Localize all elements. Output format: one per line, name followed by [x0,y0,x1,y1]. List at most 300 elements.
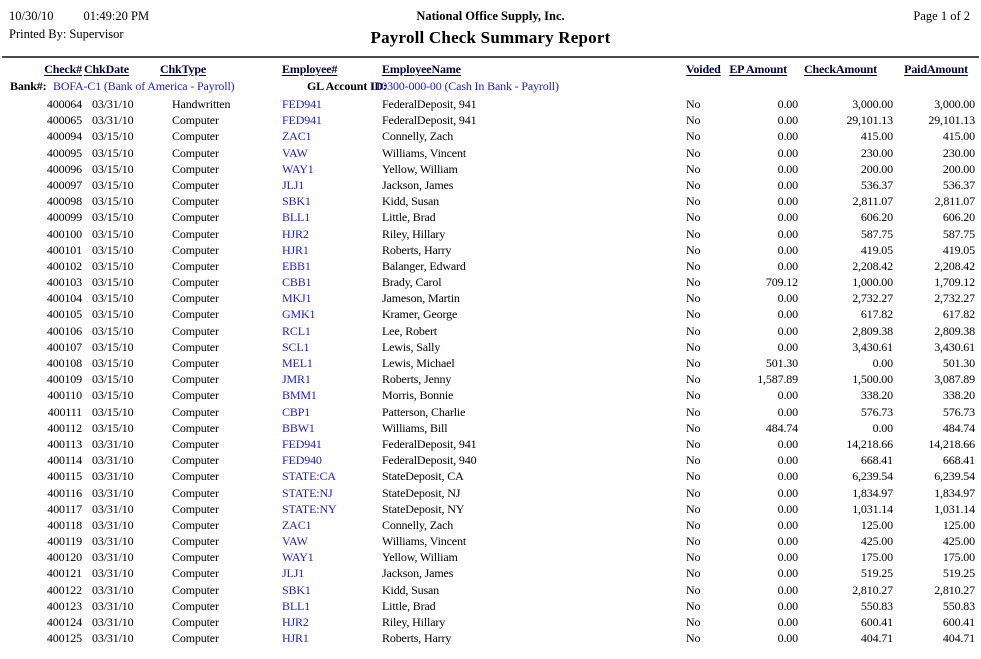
table-row [0,339,975,355]
table-row [0,582,975,598]
chk-date-cell: 03/15/10 [92,161,134,176]
check-amount-cell: 1,000.00 [852,275,893,290]
employee-name-cell: Kidd, Susan [382,194,440,209]
paid-amount-cell: 230.00 [942,145,975,160]
employee-number-link[interactable]: STATE:CA [282,469,336,484]
check-amount-cell: 587.75 [860,226,893,241]
employee-number-link[interactable]: HJR2 [282,226,309,241]
chk-type-cell: Handwritten [172,97,231,111]
ep-amount-cell: 0.00 [777,258,798,273]
check-amount-cell: 2,810.27 [852,582,893,597]
chk-type-cell: Computer [172,129,219,144]
check-amount-cell: 415.00 [860,129,893,144]
chk-type-cell: Computer [172,145,219,160]
check-number-cell: 400122 [46,582,82,597]
employee-name-cell: FederalDeposit, 941 [382,97,477,111]
ep-amount-cell: 0.00 [777,242,798,257]
chk-type-cell: Computer [172,534,219,549]
check-amount-cell: 29,101.13 [846,113,893,128]
employee-number-link[interactable]: STATE:NY [282,501,337,516]
table-row [0,533,975,549]
table-row [0,614,975,630]
employee-number-link[interactable]: JLJ1 [282,177,305,192]
table-row [0,436,975,452]
check-amount-cell: 404.71 [860,631,893,646]
chk-date-cell: 03/31/10 [92,469,134,484]
table-row [0,96,975,112]
employee-number-link[interactable]: BLL1 [282,210,311,225]
chk-date-cell: 03/15/10 [92,210,134,225]
ep-amount-cell: 501.30 [765,356,798,370]
chk-date-cell: 03/15/10 [92,339,134,354]
chk-type-cell: Computer [172,177,219,192]
employee-name-cell: Jackson, James [382,566,454,581]
voided-cell: No [686,469,701,484]
voided-cell: No [686,356,701,370]
employee-name-cell: Riley, Hillary [382,615,446,629]
check-amount-cell: 2,811.07 [852,194,893,209]
employee-number-link[interactable]: ZAC1 [282,517,312,532]
employee-number-link[interactable]: BLL1 [282,598,311,613]
employee-number-link[interactable]: FED941 [282,97,322,111]
chk-date-cell: 03/31/10 [92,113,134,128]
check-number-cell: 400111 [47,404,82,419]
table-row [0,565,975,581]
chk-date-cell: 03/15/10 [92,388,134,403]
ep-amount-cell: 0.00 [777,631,798,646]
check-amount-cell: 2,208.42 [852,258,893,273]
chk-type-cell: Computer [172,372,219,387]
voided-cell: No [686,631,701,646]
check-amount-cell: 425.00 [860,534,893,549]
check-amount-cell: 230.00 [860,145,893,160]
employee-name-cell: Kramer, George [382,307,458,322]
employee-name-cell: FederalDeposit, 941 [382,436,477,451]
chk-type-cell: Computer [172,469,219,484]
ep-amount-cell: 0.00 [777,582,798,597]
employee-name-cell: Little, Brad [382,210,436,225]
employee-name-cell: Roberts, Jenny [382,372,452,387]
ep-amount-cell: 0.00 [777,517,798,532]
employee-name-cell: Kidd, Susan [382,582,440,597]
table-row [0,468,975,484]
table-row [0,258,975,274]
employee-number-link[interactable]: CBB1 [282,275,312,290]
check-amount-cell: 0.00 [872,420,893,435]
ep-amount-cell: 0.00 [777,485,798,500]
employee-number-link[interactable]: EBB1 [282,258,311,273]
table-row [0,420,975,436]
chk-date-cell: 03/15/10 [92,194,134,209]
table-row [0,355,975,371]
check-number-cell: 400100 [46,226,82,241]
chk-type-cell: Computer [172,388,219,403]
employee-number-link[interactable]: SCL1 [282,339,310,354]
check-number-cell: 400104 [46,291,82,306]
ep-amount-cell: 0.00 [777,291,798,306]
table-row [0,290,975,306]
chk-date-cell: 03/31/10 [92,501,134,516]
voided-cell: No [686,161,701,176]
ep-amount-cell: 0.00 [777,469,798,484]
chk-date-cell: 03/31/10 [92,534,134,549]
chk-type-cell: Computer [172,631,219,646]
paid-amount-cell: 1,834.97 [934,485,975,500]
table-row [0,323,975,339]
employee-number-link[interactable]: BMM1 [282,388,317,403]
employee-name-cell: Little, Brad [382,598,436,613]
chk-type-cell: Computer [172,404,219,419]
voided-cell: No [686,339,701,354]
check-number-cell: 400094 [46,129,82,144]
paid-amount-cell: 415.00 [942,129,975,144]
employee-name-cell: Brady, Carol [382,275,442,290]
employee-name-cell: StateDeposit, CA [382,469,464,484]
ep-amount-cell: 0.00 [777,436,798,451]
voided-cell: No [686,258,701,273]
employee-name-cell: Yellow, William [382,550,458,565]
paid-amount-cell: 3,000.00 [934,97,975,111]
check-number-cell: 400098 [46,194,82,209]
check-number-cell: 400123 [46,598,82,613]
check-number-cell: 400105 [46,307,82,322]
chk-type-cell: Computer [172,582,219,597]
employee-number-link[interactable]: RCL1 [282,323,311,338]
chk-type-cell: Computer [172,615,219,629]
chk-type-cell: Computer [172,275,219,290]
voided-cell: No [686,566,701,581]
table-row [0,598,975,614]
gl-account-id-label: GL Account ID: [307,79,387,93]
ep-amount-cell: 0.00 [777,97,798,111]
check-amount-cell: 0.00 [872,356,893,370]
check-amount-cell: 600.41 [860,615,893,629]
ep-amount-cell: 0.00 [777,453,798,468]
table-row [0,501,975,517]
paid-amount-cell: 606.20 [942,210,975,225]
chk-type-cell: Computer [172,453,219,468]
table-row [0,145,975,161]
check-amount-cell: 3,000.00 [852,97,893,111]
ep-amount-cell: 0.00 [777,501,798,516]
chk-type-cell: Computer [172,226,219,241]
paid-amount-cell: 125.00 [942,517,975,532]
table-row [0,387,975,403]
check-number-cell: 400125 [46,631,82,646]
ep-amount-cell: 0.00 [777,566,798,581]
report-titles [0,9,981,48]
voided-cell: No [686,598,701,613]
check-amount-cell: 536.37 [860,177,893,192]
chk-date-cell: 03/15/10 [92,226,134,241]
printed-by: Printed By: Supervisor [9,27,124,41]
voided-cell: No [686,501,701,516]
ep-amount-cell: 0.00 [777,615,798,629]
chk-date-cell: 03/15/10 [92,356,134,370]
paid-amount-cell: 14,218.66 [928,436,975,451]
check-number-cell: 400115 [47,469,82,484]
voided-cell: No [686,242,701,257]
employee-number-link[interactable]: ZAC1 [282,129,312,144]
chk-type-cell: Computer [172,291,219,306]
employee-number-link[interactable]: HJR2 [282,615,309,629]
ep-amount-cell: 484.74 [765,420,798,435]
check-amount-cell: 668.41 [860,453,893,468]
paid-amount-cell: 536.37 [942,177,975,192]
check-number-cell: 400113 [47,436,82,451]
header-divider [2,56,979,58]
company-name: National Office Supply, Inc. [416,9,565,23]
check-number-cell: 400108 [46,356,82,370]
employee-name-cell: Patterson, Charlie [382,404,466,419]
column-header-chk-date: ChkDate [84,62,129,76]
check-number-cell: 400065 [46,113,82,128]
check-number-cell: 400119 [47,534,82,549]
check-amount-cell: 3,430.61 [852,339,893,354]
chk-date-cell: 03/15/10 [92,323,134,338]
check-amount-cell: 550.83 [860,598,893,613]
check-amount-cell: 1,500.00 [852,372,893,387]
ep-amount-cell: 0.00 [777,113,798,128]
check-amount-cell: 1,834.97 [852,485,893,500]
chk-date-cell: 03/15/10 [92,307,134,322]
chk-date-cell: 03/15/10 [92,145,134,160]
paid-amount-cell: 1,031.14 [934,501,975,516]
employee-name-cell: FederalDeposit, 941 [382,113,477,128]
employee-number-link[interactable]: SBK1 [282,194,311,209]
employee-name-cell: Williams, Bill [382,420,448,435]
employee-name-cell: Connelly, Zach [382,129,454,144]
ep-amount-cell: 0.00 [777,194,798,209]
table-row [0,274,975,290]
table-row [0,452,975,468]
chk-date-cell: 03/31/10 [92,631,134,646]
table-row [0,226,975,242]
voided-cell: No [686,404,701,419]
column-header-chk-type: ChkType [160,62,207,76]
ep-amount-cell: 0.00 [777,598,798,613]
voided-cell: No [686,145,701,160]
table-row [0,177,975,193]
table-row [0,517,975,533]
employee-number-link[interactable]: CBP1 [282,404,311,419]
paid-amount-cell: 3,087.89 [934,372,975,387]
chk-type-cell: Computer [172,194,219,209]
chk-date-cell: 03/31/10 [92,517,134,532]
ep-amount-cell: 0.00 [777,388,798,403]
check-number-cell: 400117 [47,501,82,516]
column-header-check-amount: CheckAmount [803,62,877,76]
table-row [0,630,975,646]
voided-cell: No [686,210,701,225]
ep-amount-cell: 1,587.89 [757,372,798,387]
voided-cell: No [686,275,701,290]
employee-name-cell: Yellow, William [382,161,458,176]
column-header-ep-amount: EP Amount [729,62,787,76]
check-amount-cell: 576.73 [860,404,893,419]
chk-type-cell: Computer [172,501,219,516]
ep-amount-cell: 0.00 [777,550,798,565]
table-header-row [0,62,975,77]
bank-number-link[interactable]: BOFA-C1 (Bank of America - Payroll) [53,79,235,93]
chk-date-cell: 03/15/10 [92,242,134,257]
check-amount-cell: 175.00 [860,550,893,565]
chk-type-cell: Computer [172,113,219,128]
employee-number-link[interactable]: BBW1 [282,420,315,435]
chk-date-cell: 03/31/10 [92,97,134,111]
employee-number-link[interactable]: VAW [282,145,308,160]
ep-amount-cell: 0.00 [777,307,798,322]
column-header-voided: Voided [686,62,721,76]
check-amount-cell: 2,732.27 [852,291,893,306]
table-row [0,112,975,128]
ep-amount-cell: 0.00 [777,129,798,144]
employee-name-cell: Lewis, Sally [382,339,441,354]
paid-amount-cell: 6,239.54 [934,469,975,484]
chk-date-cell: 03/15/10 [92,258,134,273]
check-number-cell: 400124 [46,615,82,629]
column-header-paid-amount: PaidAmount [904,62,968,76]
voided-cell: No [686,550,701,565]
paid-amount-cell: 2,810.27 [934,582,975,597]
chk-type-cell: Computer [172,339,219,354]
employee-number-link[interactable]: JLJ1 [282,566,305,581]
check-amount-cell: 519.25 [860,566,893,581]
chk-type-cell: Computer [172,258,219,273]
voided-cell: No [686,372,701,387]
employee-number-link[interactable]: MEL1 [282,356,313,370]
ep-amount-cell: 0.00 [777,226,798,241]
chk-type-cell: Computer [172,210,219,225]
table-row [0,485,975,501]
chk-type-cell: Computer [172,356,219,370]
employee-name-cell: Lee, Robert [382,323,437,338]
bank-group-row [0,79,975,95]
employee-number-link[interactable]: FED941 [282,113,322,128]
check-amount-cell: 125.00 [860,517,893,532]
paid-amount-cell: 3,430.61 [934,339,975,354]
table-body [0,96,975,646]
voided-cell: No [686,485,701,500]
paid-amount-cell: 404.71 [942,631,975,646]
chk-type-cell: Computer [172,550,219,565]
paid-amount-cell: 501.30 [942,356,975,370]
table-row [0,128,975,144]
employee-number-link[interactable]: VAW [282,534,308,549]
employee-number-link[interactable]: FED941 [282,436,322,451]
chk-date-cell: 03/15/10 [92,420,134,435]
employee-number-link[interactable]: WAY1 [282,550,314,565]
check-amount-cell: 338.20 [860,388,893,403]
ep-amount-cell: 0.00 [777,404,798,419]
chk-type-cell: Computer [172,436,219,451]
employee-number-link[interactable]: STATE:NJ [282,485,333,500]
paid-amount-cell: 550.83 [942,598,975,613]
employee-number-link[interactable]: HJR1 [282,631,309,646]
column-header-check-number: Check# [44,62,82,76]
check-amount-cell: 606.20 [860,210,893,225]
paid-amount-cell: 668.41 [942,453,975,468]
print-date: 10/30/10 [9,9,54,23]
voided-cell: No [686,534,701,549]
check-number-cell: 400120 [46,550,82,565]
check-number-cell: 400106 [46,323,82,338]
paid-amount-cell: 338.20 [942,388,975,403]
check-number-cell: 400097 [46,177,82,192]
voided-cell: No [686,113,701,128]
paid-amount-cell: 2,732.27 [934,291,975,306]
paid-amount-cell: 29,101.13 [928,113,975,128]
voided-cell: No [686,323,701,338]
employee-number-link[interactable]: JMR1 [282,372,311,387]
check-number-cell: 400110 [47,388,82,403]
employee-name-cell: StateDeposit, NY [382,501,465,516]
ep-amount-cell: 0.00 [777,145,798,160]
employee-name-cell: FederalDeposit, 940 [382,453,477,468]
chk-type-cell: Computer [172,323,219,338]
paid-amount-cell: 419.05 [942,242,975,257]
chk-type-cell: Computer [172,517,219,532]
voided-cell: No [686,582,701,597]
chk-date-cell: 03/31/10 [92,566,134,581]
voided-cell: No [686,177,701,192]
chk-date-cell: 03/15/10 [92,177,134,192]
check-amount-cell: 2,809.38 [852,323,893,338]
paid-amount-cell: 587.75 [942,226,975,241]
table-row [0,306,975,322]
chk-date-cell: 03/31/10 [92,550,134,565]
column-header-employee-number: Employee# [282,62,338,76]
employee-number-link[interactable]: SBK1 [282,582,311,597]
employee-name-cell: Riley, Hillary [382,226,446,241]
paid-amount-cell: 519.25 [942,566,975,581]
employee-number-link[interactable]: MKJ1 [282,291,312,306]
column-header-employee-name: EmployeeName [382,62,461,76]
employee-number-link[interactable]: FED940 [282,453,322,468]
paid-amount-cell: 200.00 [942,161,975,176]
chk-type-cell: Computer [172,242,219,257]
employee-name-cell: StateDeposit, NJ [382,485,461,500]
chk-type-cell: Computer [172,420,219,435]
employee-name-cell: Roberts, Harry [382,242,452,257]
check-number-cell: 400102 [46,258,82,273]
chk-date-cell: 03/31/10 [92,453,134,468]
chk-date-cell: 03/31/10 [92,598,134,613]
voided-cell: No [686,97,701,111]
chk-type-cell: Computer [172,307,219,322]
ep-amount-cell: 709.12 [765,275,798,290]
ep-amount-cell: 0.00 [777,534,798,549]
page-number: Page 1 of 2 [913,9,970,23]
employee-number-link[interactable]: HJR1 [282,242,309,257]
chk-date-cell: 03/15/10 [92,275,134,290]
paid-amount-cell: 617.82 [942,307,975,322]
employee-name-cell: Roberts, Harry [382,631,452,646]
employee-number-link[interactable]: GMK1 [282,307,316,322]
employee-name-cell: Connelly, Zach [382,517,454,532]
employee-number-link[interactable]: WAY1 [282,161,314,176]
check-number-cell: 400121 [46,566,82,581]
voided-cell: No [686,291,701,306]
employee-name-cell: Lewis, Michael [382,356,455,370]
employee-name-cell: Balanger, Edward [382,258,466,273]
paid-amount-cell: 576.73 [942,404,975,419]
paid-amount-cell: 175.00 [942,550,975,565]
check-number-cell: 400096 [46,161,82,176]
gl-account-id-link[interactable]: 110300-000-00 (Cash In Bank - Payroll) [370,79,559,93]
paid-amount-cell: 484.74 [942,420,975,435]
voided-cell: No [686,129,701,144]
